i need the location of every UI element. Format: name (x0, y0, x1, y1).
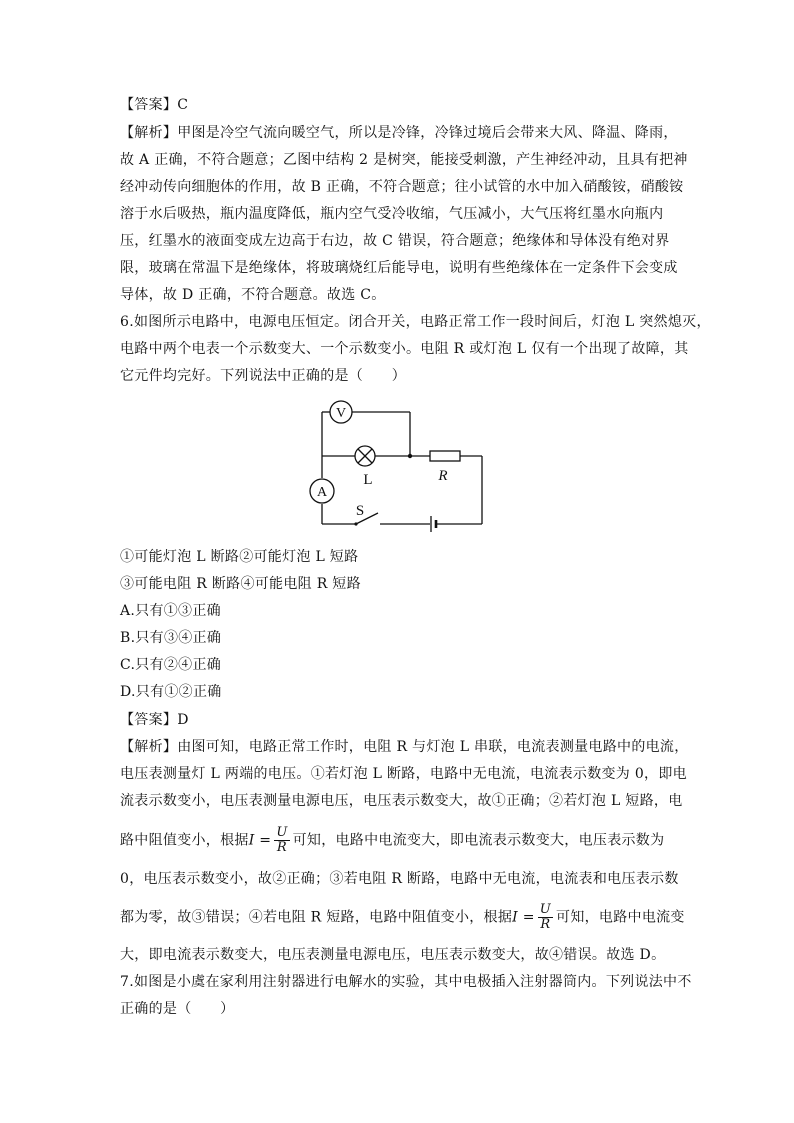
q7-stem-line: 7.如图是小虞在家利用注射器进行电解水的实验，其中电极插入注射器筒内。下列说法中不 (120, 974, 692, 990)
q5-analysis-line: 导体，故 D 正确，不符合题意。故选 C。 (120, 287, 386, 303)
formula-lhs: I = (248, 832, 272, 849)
q6-analysis-line-formula (120, 826, 664, 855)
switch-label: S (355, 503, 365, 519)
junction-dot (408, 454, 412, 458)
q6-option-a: A.只有①③正确 (120, 603, 221, 619)
q6-analysis-line-formula (120, 903, 685, 932)
q6-option-c: C.只有②④正确 (120, 657, 222, 673)
formula-numerator: U (539, 902, 552, 917)
lamp-icon (355, 446, 375, 466)
battery-icon (431, 516, 436, 532)
q6-analysis-text: 都为零，故③错误；④若电阻 R 短路，电路中阻值变小，根据 (120, 909, 513, 926)
formula-denominator: R (540, 917, 551, 932)
formula-fraction (274, 826, 289, 855)
q6-analysis-text: 可知，电路中电流变大，即电流表示数变大，电压表示数为 (292, 832, 665, 849)
q6-statement: ③可能电阻 R 断路④可能电阻 R 短路 (120, 576, 361, 592)
resistor-label: R (438, 468, 448, 484)
ammeter-label: A (316, 485, 328, 500)
formula-denominator: R (276, 840, 287, 855)
q5-analysis-line: 【解析】甲图是冷空气流向暖空气，所以是冷锋，冷锋过境后会带来大风、降温、降雨， (120, 125, 678, 141)
voltmeter-label: V (335, 406, 347, 421)
q6-stem-line: 它元件均完好。下列说法中正确的是（ ） (120, 368, 406, 384)
q5-analysis-line: 限，玻璃在常温下是绝缘体，将玻璃烧红后能导电，说明有些绝缘体在一定条件下会变成 (120, 260, 678, 276)
lamp-label: L (363, 472, 373, 488)
q6-analysis-line: 大，即电流表示数变大，电压表测量电源电压，电压表示数变大，故④错误。故选 D。 (120, 947, 666, 963)
q5-analysis-line: 故 A 正确，不符合题意；乙图中结构 2 是树突，能接受刺激，产生神经冲动，且具有把神 (120, 152, 688, 168)
q5-analysis-line: 经冲动传向细胞体的作用，故 B 正确，不符合题意；往小试管的水中加入硝酸铵，硝酸铵 (120, 179, 684, 195)
q6-analysis-line: 【解析】由图可知，电路正常工作时，电阻 R 与灯泡 L 串联，电流表测量电路中的电流， (120, 739, 689, 755)
q6-analysis-text: 路中阻值变小，根据 (120, 832, 249, 849)
q6-analysis-line: 电压表测量灯 L 两端的电压。①若灯泡 L 断路，电路中无电流，电流表示数变为 0，即电 (120, 766, 687, 782)
q6-analysis-line: 流表示数变小，电压表测量电源电压，电压表示数变大，故①正确；②若灯泡 L 短路，电 (120, 793, 683, 809)
formula-numerator: U (276, 825, 288, 840)
formula-lhs: I = (512, 909, 535, 926)
q6-stem-line: 6.如图所示电路中，电源电压恒定。闭合开关，电路正常工作一段时间后，灯泡 L 突然熄灭， (120, 314, 711, 330)
switch-icon (354, 522, 357, 525)
resistor-icon (430, 451, 460, 461)
q6-analysis-text: 可知，电路中电流变 (556, 909, 685, 926)
q5-analysis-line: 溶于水后吸热，瓶内温度降低，瓶内空气受冷收缩，气压减小，大气压将红墨水向瓶内 (120, 206, 664, 222)
q6-option-b: B.只有③④正确 (120, 630, 222, 646)
q6-answer: 【答案】D (120, 712, 189, 728)
q6-option-d: D.只有①②正确 (120, 684, 222, 700)
q7-stem-line: 正确的是（ ） (120, 1001, 235, 1017)
q5-analysis-line: 压，红墨水的液面变成左边高于右边，故 C 错误，符合题意；绝缘体和导体没有绝对界 (120, 233, 670, 249)
q6-statement: ①可能灯泡 L 断路②可能灯泡 L 短路 (120, 549, 359, 565)
q6-stem-line: 电路中两个电表一个示数变大、一个示数变小。电阻 R 或灯泡 L 仅有一个出现了故障，其 (120, 341, 689, 357)
q5-answer: 【答案】C (120, 97, 189, 113)
q6-analysis-line: 0，电压表示数变小，故②正确；③若电阻 R 断路，电路中无电流，电流表和电压表示数 (120, 871, 679, 887)
formula-fraction (538, 903, 553, 932)
circuit-diagram (300, 392, 500, 542)
